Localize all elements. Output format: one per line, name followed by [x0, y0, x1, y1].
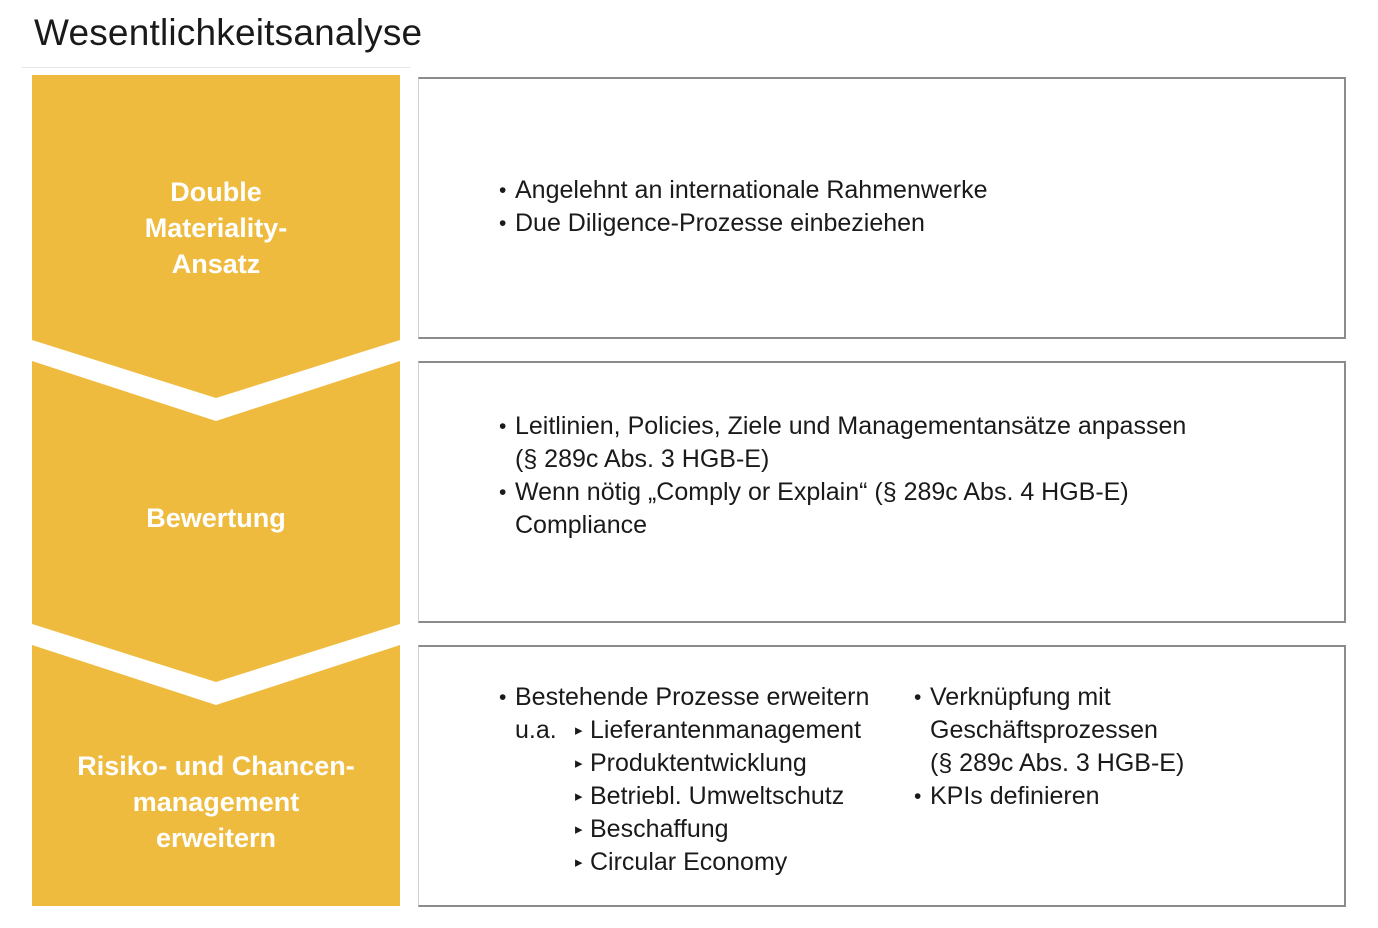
- stage-3-bullet: • Verknüpfung mit Geschäftsprozessen (§ 289c Abs. 3 HGB-E): [914, 681, 1184, 780]
- sub-list-item: ▸ Beschaffung: [575, 813, 861, 846]
- stage-2-content-box: [418, 361, 1346, 623]
- stage-2-bullet: • Leitlinien, Policies, Ziele und Managementansätze anpassen (§ 289c Abs. 3 HGB-E): [499, 410, 1186, 476]
- stage-3-bullet: • Bestehende Prozesse erweitern u.a. ▸ Lieferantenmanagement ▸ Produktentwicklung ▸ Betriebl. Umweltschutz ▸ Beschaffung ▸ Circular Economy: [499, 681, 869, 879]
- stage-1-bullet: • Angelehnt an internationale Rahmenwerke: [499, 174, 988, 207]
- stage-3-bullet-list-left: [499, 681, 869, 879]
- ua-label: u.a.: [515, 716, 557, 744]
- stage-3-sub-wrap: [515, 714, 869, 879]
- stage-3-content-box: [418, 645, 1346, 907]
- stage-3-bullet: • KPIs definieren: [914, 780, 1184, 813]
- stage-3-label-line-1: Risiko- und Chancen-: [77, 751, 355, 781]
- stage-1-label-line-3: Ansatz: [171, 249, 261, 279]
- sub-list-item: ▸ Produktentwicklung: [575, 747, 861, 780]
- stage-1-bullet-list: [499, 174, 988, 240]
- stage-3-label-line-2: management: [132, 787, 300, 817]
- stage-2-bullet-list: [499, 410, 1186, 542]
- stage-3-sub-list: [575, 714, 861, 879]
- stage-1-bullet: • Due Diligence-Prozesse einbeziehen: [499, 207, 988, 240]
- stage-1-label-line-1: Double: [170, 177, 262, 207]
- sub-list-item: ▸ Betriebl. Umweltschutz: [575, 780, 861, 813]
- stage-2-label-line-1: Bewertung: [146, 503, 286, 533]
- stage-1-content-box: [418, 77, 1346, 339]
- sub-list-item: ▸ Circular Economy: [575, 846, 861, 879]
- stage-1-label: [32, 174, 400, 282]
- stage-2-bullet: • Wenn nötig „Comply or Explain“ (§ 289c Abs. 4 HGB-E) Compliance: [499, 476, 1186, 542]
- stage-2-label: [32, 500, 400, 536]
- stage-3-label: [32, 748, 400, 856]
- sub-list-item: ▸ Lieferantenmanagement: [575, 714, 861, 747]
- stage-3-bullet-list-right: [914, 681, 1184, 813]
- stage-3-label-line-3: erweitern: [155, 823, 277, 853]
- stage-1-label-line-2: Materiality-: [144, 213, 288, 243]
- page-title: Wesentlichkeitsanalyse: [34, 12, 423, 53]
